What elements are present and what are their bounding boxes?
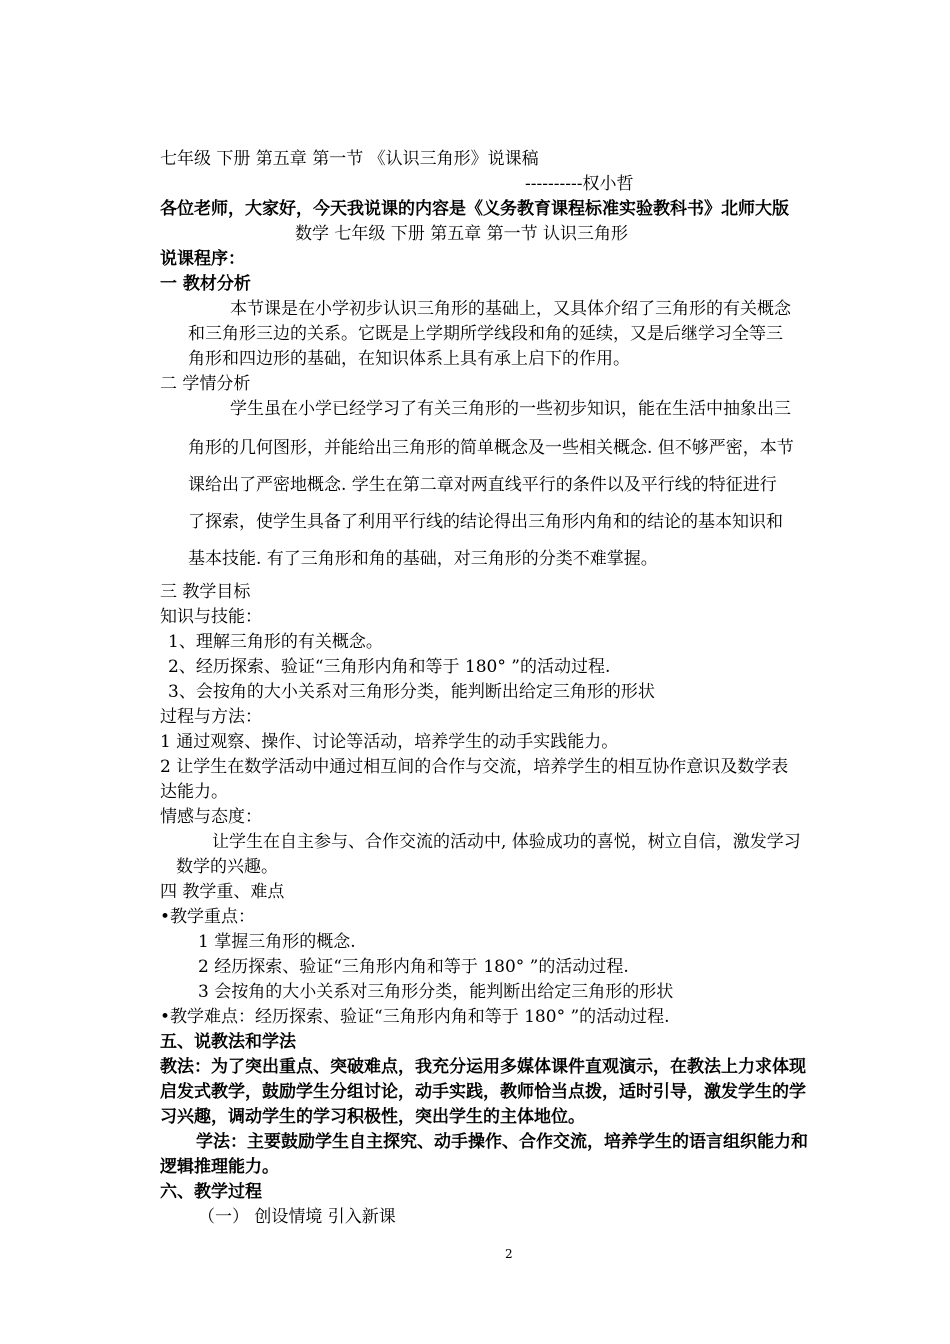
difficulty-line: •教学难点：经历探索、验证“三角形内角和等于 180° ”的活动过程.: [160, 1007, 670, 1027]
section-4-heading: 四 教学重、难点: [160, 882, 285, 902]
list-item: 1、理解三角形的有关概念。: [168, 632, 383, 652]
paragraph-line: 学生虽在小学已经学习了有关三角形的一些初步知识，能在生活中抽象出三: [230, 399, 791, 419]
list-item: 3、会按角的大小关系对三角形分类，能判断出给定三角形的形状: [168, 682, 655, 702]
knowledge-heading: 知识与技能：: [160, 607, 262, 627]
paragraph-line: 本节课是在小学初步认识三角形的基础上，又具体介绍了三角形的有关概念: [230, 299, 791, 319]
section-1-heading: 一 教材分析: [160, 274, 251, 294]
paragraph-line: 习兴趣，调动学生的学习积极性，突出学生的主体地位。: [160, 1107, 585, 1127]
paragraph-line: 教法：为了突出重点、突破难点，我充分运用多媒体课件直观演示，在教法上力求体现: [160, 1057, 806, 1077]
emotion-heading: 情感与态度：: [160, 807, 262, 827]
list-item: 1 掌握三角形的概念.: [198, 932, 356, 952]
paragraph-line: 逻辑推理能力。: [160, 1157, 279, 1177]
list-item: 3 会按角的大小关系对三角形分类，能判断出给定三角形的形状: [198, 982, 674, 1002]
paragraph-line: 基本技能. 有了三角形和角的基础，对三角形的分类不难掌握。: [188, 549, 658, 569]
intro-line-2: 数学 七年级 下册 第五章 第一节 认识三角形: [295, 224, 629, 244]
section-2-heading: 二 学情分析: [160, 374, 251, 394]
list-item: 2 让学生在数学活动中通过相互间的合作与交流，培养学生的相互协作意识及数学表: [160, 757, 789, 777]
paragraph-line: 启发式教学，鼓励学生分组讨论，动手实践，教师恰当点拨，适时引导，激发学生的学: [160, 1082, 806, 1102]
section-5-heading: 五、说教法和学法: [160, 1032, 296, 1052]
subsection-heading: （一） 创设情境 引入新课: [198, 1207, 396, 1227]
section-3-heading: 三 教学目标: [160, 582, 251, 602]
paragraph-line: 数学的兴趣。: [176, 857, 278, 877]
author-line: ----------权小哲: [525, 174, 634, 194]
section-6-heading: 六、教学过程: [160, 1182, 262, 1202]
paragraph-line: 和三角形三边的关系。它既是上学期所学线段和角的延续，又是后继学习全等三: [188, 324, 783, 344]
list-item: 2 经历探索、验证“三角形内角和等于 180° ”的活动过程.: [198, 957, 629, 977]
list-item: 2、经历探索、验证“三角形内角和等于 180° ”的活动过程.: [168, 657, 611, 677]
paragraph-line: 角形的几何图形，并能给出三角形的简单概念及一些相关概念. 但不够严密，本节: [188, 438, 794, 458]
document-title: 七年级 下册 第五章 第一节 《认识三角形》说课稿: [160, 149, 539, 169]
list-item: 达能力。: [160, 782, 228, 802]
intro-line-1: 各位老师，大家好，今天我说课的内容是《义务教育课程标准实验教科书》北师大版: [160, 199, 789, 219]
program-heading: 说课程序：: [160, 249, 245, 269]
process-heading: 过程与方法：: [160, 707, 262, 727]
paragraph-line: 让学生在自主参与、合作交流的活动中, 体验成功的喜悦，树立自信，激发学习: [212, 832, 801, 852]
paragraph-line: 角形和四边形的基础，在知识体系上具有承上启下的作用。: [188, 349, 630, 369]
list-item: 1 通过观察、操作、讨论等活动，培养学生的动手实践能力。: [160, 732, 619, 752]
key-points-heading: •教学重点：: [160, 907, 256, 927]
page-number: 2: [505, 1247, 513, 1261]
paragraph-line: 了探索，使学生具备了利用平行线的结论得出三角形内角和的结论的基本知识和: [188, 512, 783, 532]
paragraph-line: 课给出了严密地概念. 学生在第二章对两直线平行的条件以及平行线的特征进行: [188, 475, 777, 495]
paragraph-line: 学法：主要鼓励学生自主探究、动手操作、合作交流，培养学生的语言组织能力和: [196, 1132, 808, 1152]
